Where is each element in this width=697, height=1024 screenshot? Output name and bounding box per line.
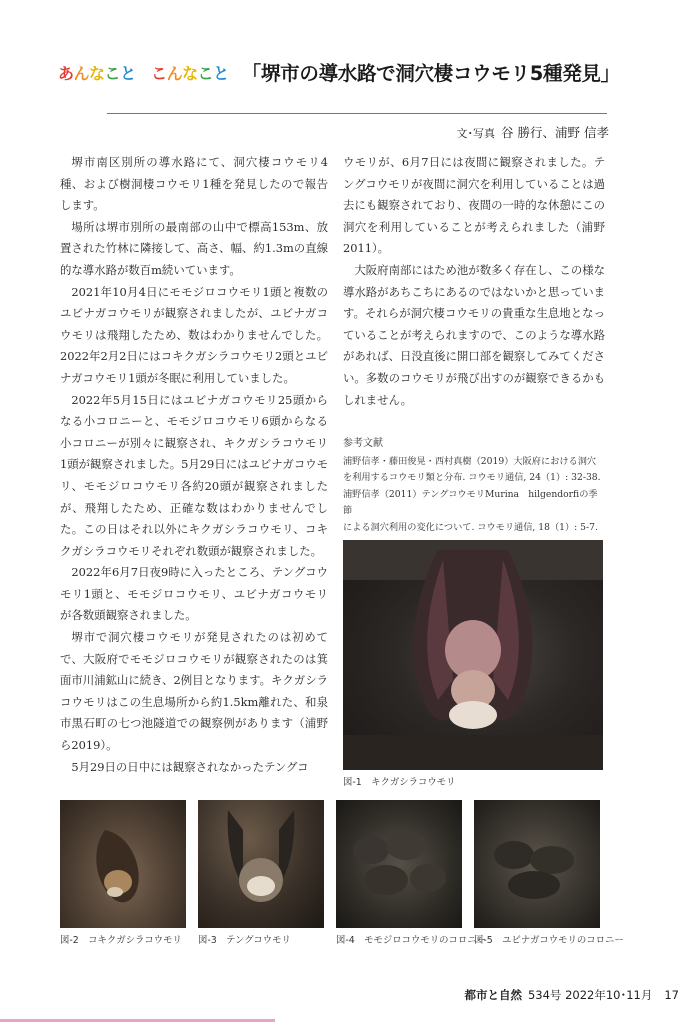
colony-illustration bbox=[336, 800, 462, 928]
figure-3-caption: 図-3 テングコウモリ bbox=[198, 935, 291, 946]
figure-1-photo bbox=[343, 540, 603, 770]
reference-line: による洞穴利用の変化について. コウモリ通信, 18（1）: 5-7. bbox=[343, 521, 598, 533]
body-paragraph: 堺市で洞穴棲コウモリが発見されたのは初めてで、大阪府でモモジロコウモリが観察されたのは箕面市川浦鉱山に続き、2例目となります。キクガシラコウモリはこの生息場所から約1.5km離れた、和泉市黒石町の七つ池隧道での観察例があります（浦野ら2019）。 bbox=[60, 630, 328, 753]
body-paragraph: 5月29日の日中には観察されなかったテングコ bbox=[71, 759, 309, 774]
figure-4-caption: 図-4 モモジロコウモリのコロニー bbox=[336, 935, 486, 946]
bat-illustration bbox=[198, 800, 324, 928]
series-logo-char: と bbox=[120, 63, 136, 83]
reference-line: を利用するコウモリ類と分布. コウモリ通信, 24（1）: 32-38. bbox=[343, 472, 601, 484]
article-title: 「堺市の導水路で洞穴棲コウモリ5種発見」 bbox=[241, 62, 620, 85]
accent-bar bbox=[0, 1019, 275, 1022]
byline bbox=[457, 123, 609, 141]
byline-authors: 谷 勝行、浦野 信孝 bbox=[501, 125, 609, 140]
header-rule bbox=[107, 113, 607, 114]
body-paragraph: 大阪府南部にはため池が数多く存在し、この様な導水路があちこちにあるのではないかと思っています。それらが洞穴棲コウモリの貴重な生息地となっていることが考えられますので、このような導水路があれば、日没直後に開口部を観察してみてください。多数のコウモリが飛び出すのが観察できるかもしれません。 bbox=[343, 262, 605, 407]
magazine-name: 都市と自然 bbox=[464, 988, 522, 1002]
series-logo-char: こ bbox=[104, 63, 121, 83]
reference-line: 浦野信孝（2011）テングコウモリMurina hilgendorfiの季節 bbox=[343, 488, 598, 517]
issue-info: 534号 2022年10･11月 bbox=[527, 988, 653, 1002]
byline-role: 文･写真 bbox=[456, 127, 496, 140]
body-column-right bbox=[343, 152, 605, 411]
body-paragraph: 2022年6月7日夜9時に入ったところ、テングコウモリ1頭と、モモジロコウモリ、ユビナガコウモリが各数頭観察されました。 bbox=[60, 565, 328, 623]
figure-2-caption: 図-2 コキクガシラコウモリ bbox=[60, 935, 182, 946]
bat-illustration bbox=[60, 800, 186, 928]
figure-5-photo bbox=[474, 800, 600, 928]
page-number: 17 bbox=[664, 988, 679, 1002]
series-logo-char: こ bbox=[197, 63, 214, 83]
colony-illustration bbox=[474, 800, 600, 928]
reference-line: 浦野信孝・藤田俊晃・西村真樹（2019）大阪府における洞穴 bbox=[343, 455, 597, 467]
series-logo-char: あ bbox=[58, 63, 74, 83]
body-paragraph-continued: ウモリが、6月7日には夜間に観察されました。テングコウモリが夜間に洞穴を利用していることは過去にも観察されており、夜間の一時的な休憩にこの洞穴を利用していることが考えられました（浦野2011）。 bbox=[343, 155, 605, 256]
references-heading: 参考文献 bbox=[343, 438, 383, 449]
series-logo-char: な bbox=[89, 63, 105, 83]
figure-2-photo bbox=[60, 800, 186, 928]
body-paragraph: 場所は堺市別所の最南部の山中で標高153m、放置された竹林に隣接して、高さ、幅、約1.3mの直線的な導水路が数百m続いています。 bbox=[60, 219, 328, 277]
figure-1-caption: 図-1 キクガシラコウモリ bbox=[343, 777, 456, 788]
body-paragraph: 2022年5月15日にはユビナガコウモリ25頭からなる小コロニーと、モモジロコウモリ6頭からなる小コロニーが別々に観察され、キクガシラコウモリ1頭が観察されました。5月29日にはユビナガコウモリ、モモジロコウモリ各約20頭が観察されましたが、飛翔したため、正確な数はわかりませんでした。この日はそれ以外にキクガシラコウモリ、コキクガシラコウモリそれぞれ数頭が観察されました。 bbox=[60, 392, 328, 558]
series-logo-char bbox=[136, 61, 152, 84]
figure-5-caption: 図-5 ユビナガコウモリのコロニー bbox=[474, 935, 624, 946]
series-logo-char: な bbox=[182, 63, 198, 83]
figure-4-photo bbox=[336, 800, 462, 928]
article-header bbox=[58, 58, 658, 92]
series-logo-char: ん bbox=[166, 63, 183, 83]
body-column-left bbox=[60, 152, 328, 778]
body-paragraph: 2021年10月4日にモモジロコウモリ1頭と複数のユビナガコウモリが観察されましたが、ユビナガコウモリは飛翔したため、数はわかりませんでした。2022年2月2日にはコキクガシラコウモリ2頭とユビナガコウモリ1頭が冬眠に利用していました。 bbox=[60, 284, 328, 385]
series-logo bbox=[58, 61, 229, 84]
bat-illustration bbox=[343, 540, 603, 770]
series-logo-char: ん bbox=[73, 63, 90, 83]
series-logo-char: と bbox=[213, 63, 229, 83]
series-logo-char: こ bbox=[151, 63, 167, 83]
page-footer bbox=[464, 987, 679, 1003]
references bbox=[343, 436, 605, 537]
figure-3-photo bbox=[198, 800, 324, 928]
body-paragraph: 堺市南区別所の導水路にて、洞穴棲コウモリ4種、および樹洞棲コウモリ1種を発見したので報告します。 bbox=[60, 155, 328, 213]
